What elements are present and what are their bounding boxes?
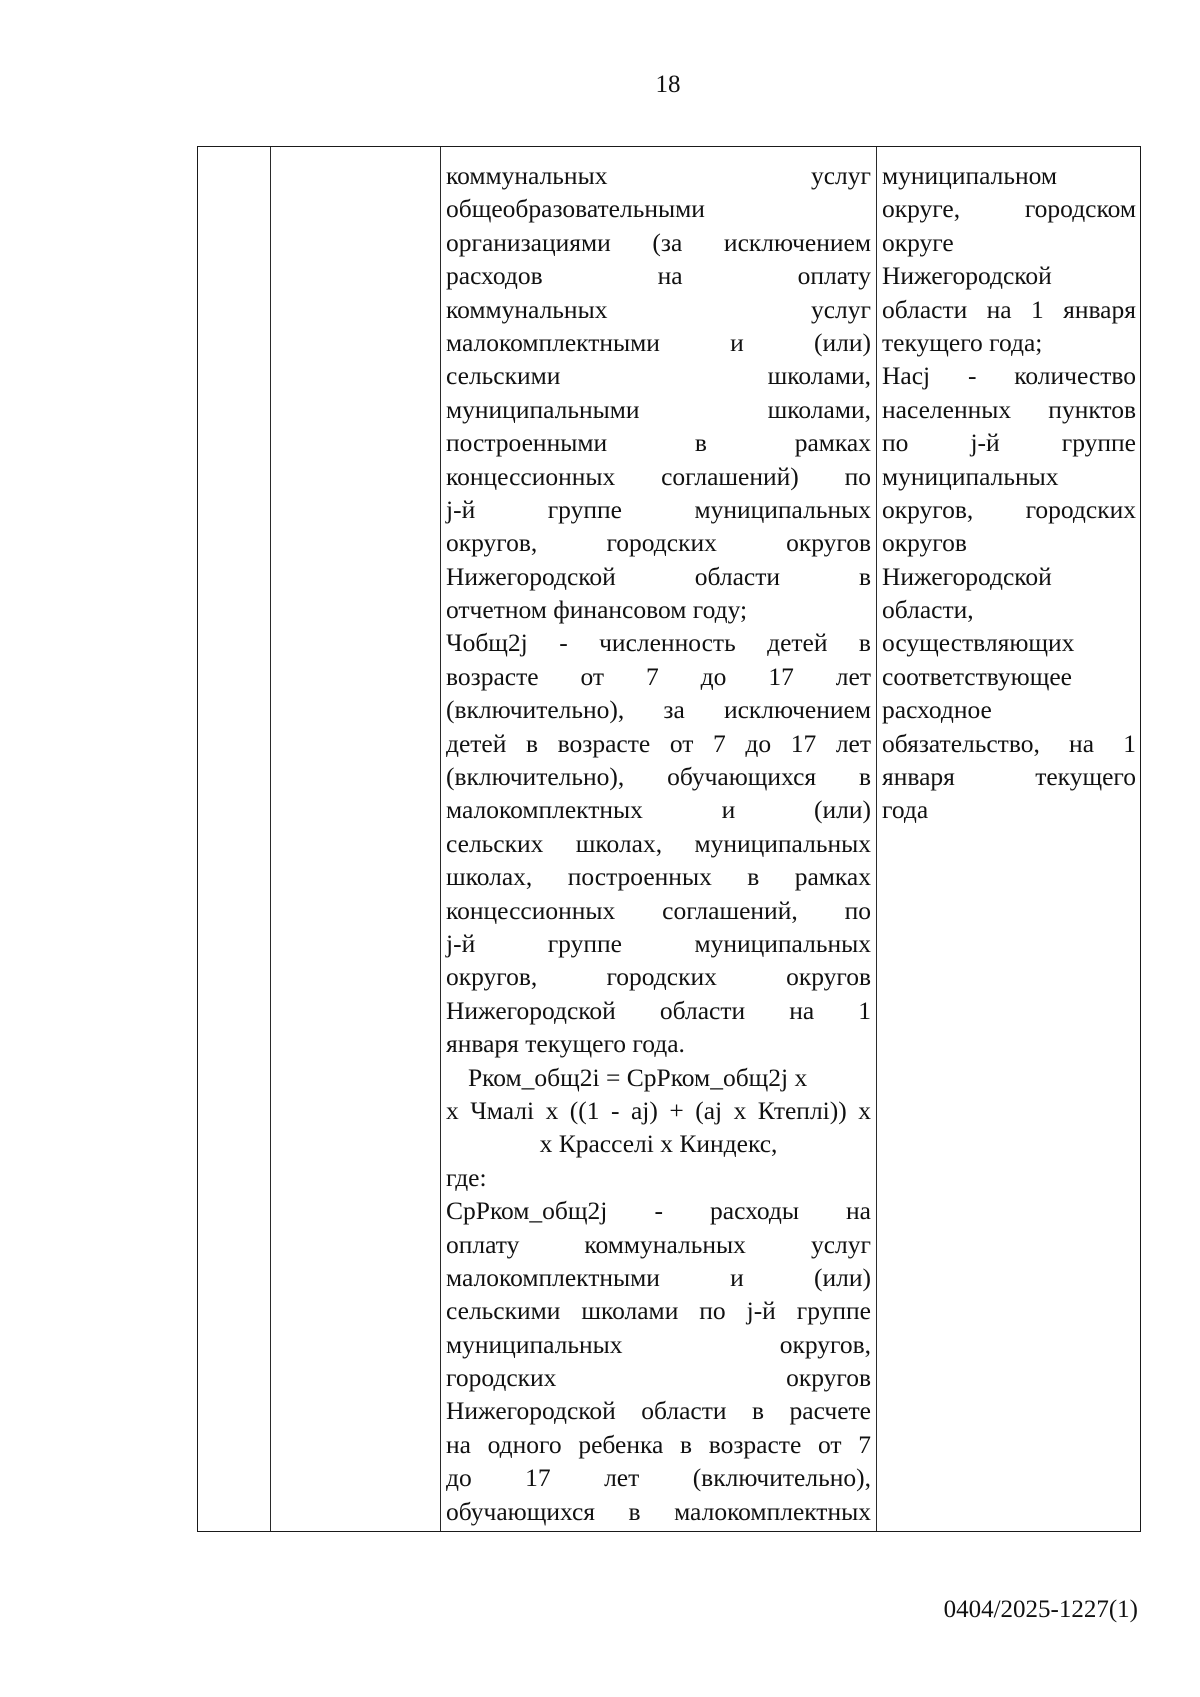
methodology-text-line: округов, городских округов <box>446 962 871 992</box>
variables-text-line: области, <box>882 595 974 625</box>
methodology-text-line: организациями (за исключением <box>446 227 871 257</box>
methodology-text-line: малокомплектных и (или) <box>446 795 871 825</box>
variables-text-line: обязательство, на 1 <box>882 728 1136 758</box>
variables-text-line: Нижегородской <box>882 561 1052 591</box>
variables-text-line: области на 1 января <box>882 294 1136 324</box>
methodology-text-line: х Чмалi х ((1 - aj) + (aj х Ктеплi)) х <box>446 1095 871 1125</box>
variables-text-line: года <box>882 795 929 825</box>
methodology-text-line: сельских школах, муниципальных <box>446 828 871 858</box>
methodology-text-line: концессионных соглашений, по <box>446 895 871 925</box>
methodology-text-line: Нижегородской области на 1 <box>446 995 871 1025</box>
methodology-text-line: где: <box>446 1162 487 1192</box>
methodology-text-line: (включительно), обучающихся в <box>446 762 871 792</box>
methodology-text-line: школах, построенных в рамках <box>446 862 871 892</box>
methodology-text-line: на одного ребенка в возрасте от 7 <box>446 1429 871 1459</box>
methodology-text-line: j-й группе муниципальных <box>446 494 871 524</box>
table-column-variables <box>876 147 1140 1531</box>
methodology-text-line: расходов на оплату <box>446 261 871 291</box>
methodology-text-line: обучающихся в малокомплектных <box>446 1496 871 1526</box>
methodology-text-line: до 17 лет (включительно), <box>446 1463 871 1493</box>
methodology-text-line: муниципальными школами, <box>446 394 871 424</box>
variables-text-line: округе <box>882 227 954 257</box>
continuation-table <box>197 146 1141 1532</box>
methodology-text-line: (включительно), за исключением <box>446 695 871 725</box>
methodology-text-line: общеобразовательными <box>446 194 705 224</box>
variables-text-line: расходное <box>882 695 992 725</box>
variables-text-line: муниципальном <box>882 161 1058 190</box>
methodology-text-line: января текущего года. <box>446 1029 685 1059</box>
methodology-text-line: сельскими школами, <box>446 361 871 391</box>
methodology-text-line: Рком_общ2i = СрРком_общ2j х <box>468 1062 808 1092</box>
variables-text-line: Нижегородской <box>882 261 1052 291</box>
methodology-text-line: Чобщ2j - численность детей в <box>446 628 871 658</box>
table-column-name <box>270 147 440 1531</box>
table-column-methodology <box>440 147 876 1531</box>
variables-text-line: округов, городских <box>882 494 1136 524</box>
methodology-text-line: j-й группе муниципальных <box>446 928 871 958</box>
variables-text-line: округе, городском <box>882 194 1136 224</box>
methodology-text-line: возрасте от 7 до 17 лет <box>446 661 871 691</box>
methodology-text-line: оплату коммунальных услуг <box>446 1229 871 1259</box>
methodology-text-line: сельскими школами по j-й группе <box>446 1296 871 1326</box>
methodology-text-line: х Красселi х Киндекс, <box>539 1129 778 1159</box>
page-number: 18 <box>655 71 681 98</box>
methodology-text-line: округов, городских округов <box>446 528 871 558</box>
methodology-text-line: концессионных соглашений) по <box>446 461 871 491</box>
variables-text-line: Насj - количество <box>882 361 1136 391</box>
methodology-text-line: Нижегородской области в расчете <box>446 1396 871 1426</box>
variables-text-line: по j-й группе <box>882 428 1136 458</box>
methodology-text-line: малокомплектными и (или) <box>446 1262 871 1292</box>
variables-text-line: населенных пунктов <box>882 394 1136 424</box>
methodology-text-line: малокомплектными и (или) <box>446 327 871 357</box>
methodology-text-line: построенными в рамках <box>446 428 871 458</box>
methodology-text-line: Нижегородской области в <box>446 561 871 591</box>
variables-text-line: осуществляющих <box>882 628 1075 658</box>
variables-text-line: муниципальных <box>882 461 1059 491</box>
variables-text-line: округов <box>882 528 967 558</box>
document-registration-code: 0404/2025-1227(1) <box>943 1596 1138 1623</box>
methodology-text-line: городских округов <box>446 1363 871 1393</box>
methodology-text-line: коммунальных услуг <box>446 161 871 190</box>
table-column-number <box>198 147 270 1531</box>
variables-text-line: текущего года; <box>882 327 1043 357</box>
methodology-text-line: муниципальных округов, <box>446 1329 871 1359</box>
methodology-text-line: отчетном финансовом году; <box>446 595 748 625</box>
variables-text-line: января текущего <box>882 762 1136 792</box>
methodology-text-line: детей в возрасте от 7 до 17 лет <box>446 728 871 758</box>
variables-text-line: соответствующее <box>882 661 1072 691</box>
methodology-text-line: СрРком_общ2j - расходы на <box>446 1196 871 1226</box>
methodology-text-line: коммунальных услуг <box>446 294 871 324</box>
